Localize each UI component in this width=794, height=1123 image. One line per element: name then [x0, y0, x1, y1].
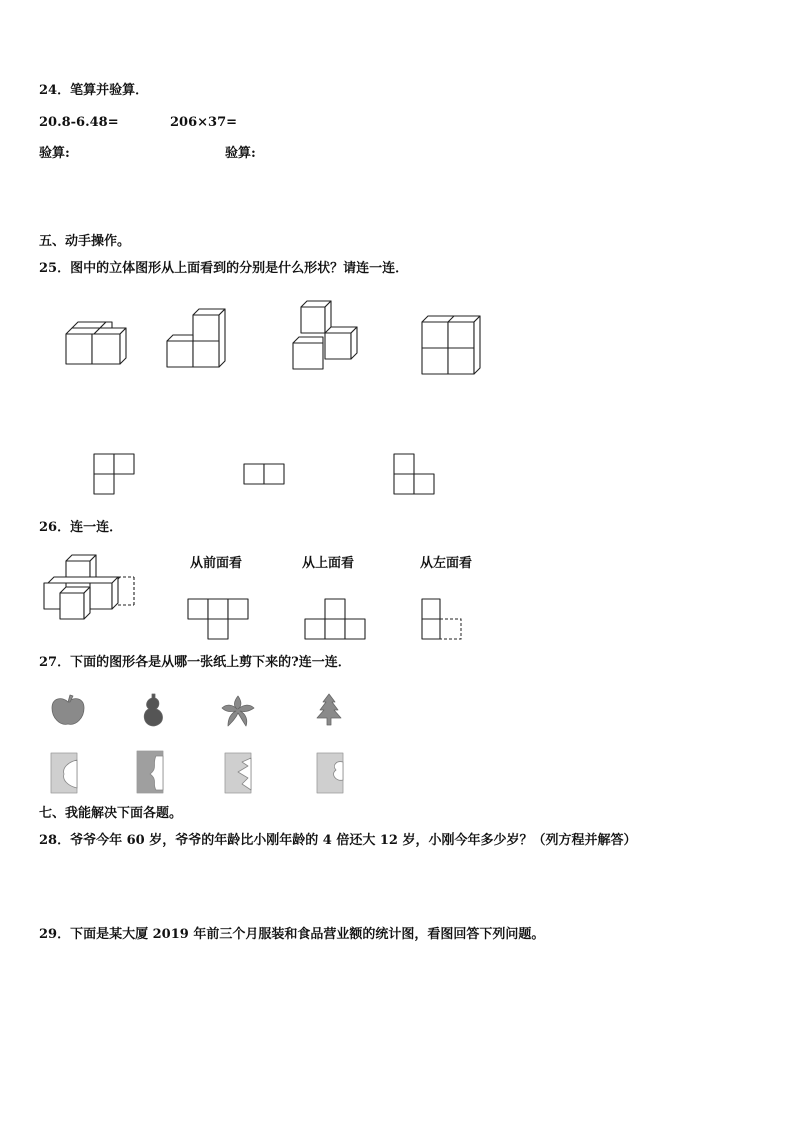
q24-expression-1: 20.8-6.48=	[39, 115, 119, 130]
q29-title: 29．下面是某大厦 2019 年前三个月服装和食品营业额的统计图，看图回答下列问题。	[39, 927, 545, 942]
top-view-3[interactable]	[393, 453, 437, 497]
q27-title: 27．下面的图形各是从哪一张纸上剪下来的?连一连．	[39, 655, 351, 670]
q26-view-front[interactable]	[187, 598, 253, 642]
cube-solid-3[interactable]	[291, 301, 357, 373]
apple-icon[interactable]	[50, 694, 86, 728]
section-5-title: 五、动手操作。	[39, 234, 131, 249]
q26-title: 26．连一连．	[39, 520, 123, 535]
tree-icon[interactable]	[314, 693, 344, 729]
q26-label-front: 从前面看	[190, 556, 243, 571]
q26-label-top: 从上面看	[302, 556, 355, 571]
cube-solid-4[interactable]	[420, 314, 484, 376]
paper-3[interactable]	[224, 752, 254, 796]
cube-solid-1[interactable]	[64, 322, 128, 368]
top-view-2[interactable]	[243, 463, 287, 487]
paper-1[interactable]	[50, 752, 80, 796]
section-7-title: 七、我能解决下面各题。	[39, 806, 183, 821]
flower-icon[interactable]	[220, 694, 256, 728]
q25-title: 25．图中的立体图形从上面看到的分别是什么形状？请连一连．	[39, 261, 409, 276]
top-view-1[interactable]	[93, 453, 137, 497]
gourd-icon[interactable]	[138, 692, 168, 728]
paper-4[interactable]	[316, 752, 346, 796]
paper-2[interactable]	[136, 750, 166, 796]
q24-expression-2: 206×37=	[170, 115, 238, 130]
q24-check-label-2: 验算:	[225, 146, 256, 161]
q28-title: 28．爷爷今年 60 岁，爷爷的年龄比小刚年龄的 4 倍还大 12 岁，小刚今年多少岁？（列方程并解答）	[39, 833, 637, 848]
q24-title: 24．笔算并验算．	[39, 83, 149, 98]
q26-label-left: 从左面看	[420, 556, 473, 571]
cube-solid-2[interactable]	[165, 309, 229, 371]
q26-view-top[interactable]	[304, 598, 370, 642]
q26-solid[interactable]	[42, 555, 136, 621]
q26-view-left[interactable]	[421, 598, 467, 642]
q24-check-label-1: 验算:	[39, 146, 70, 161]
